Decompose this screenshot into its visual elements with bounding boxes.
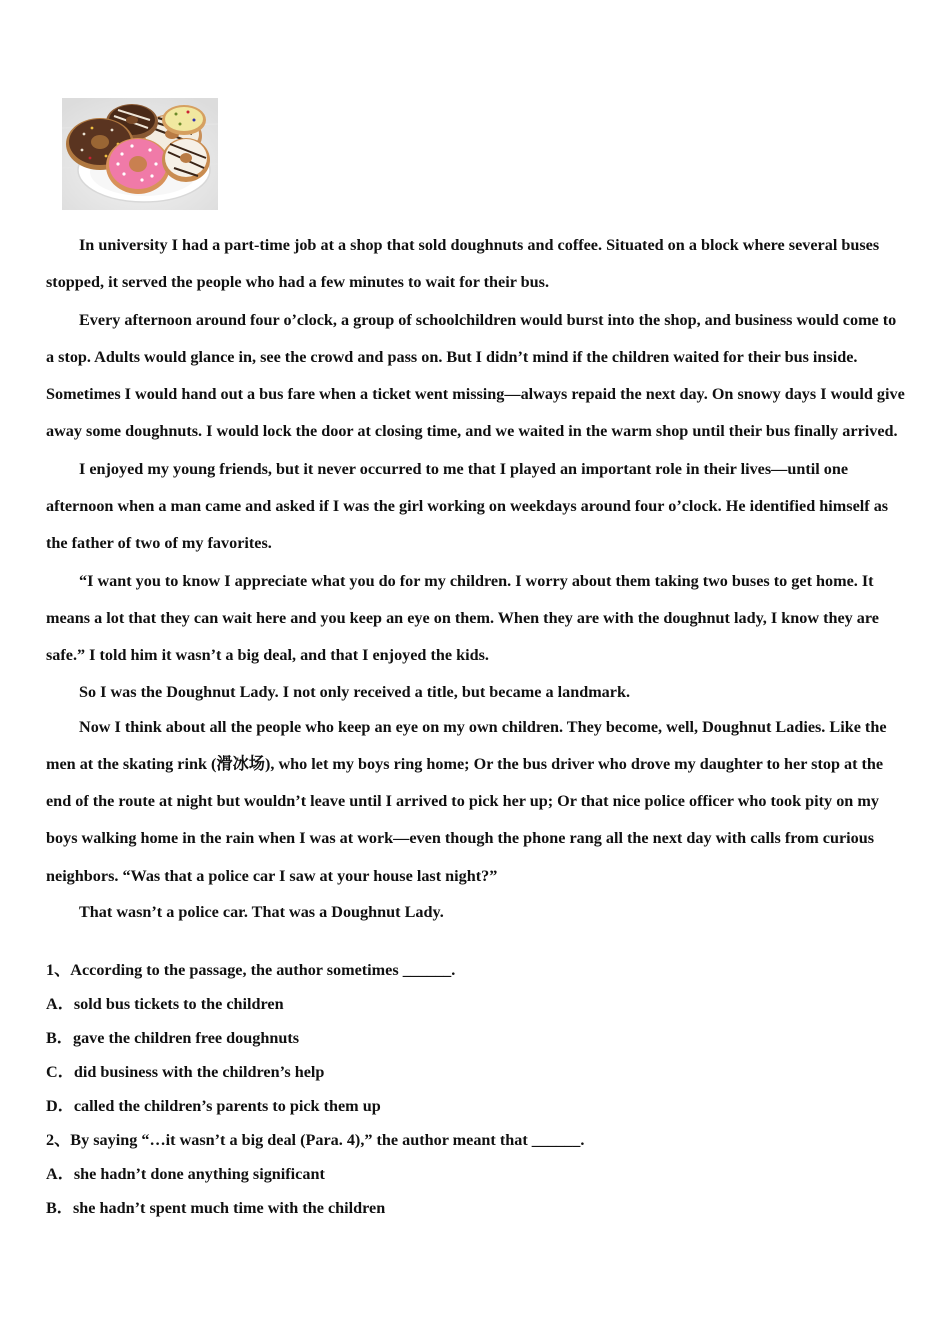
passage-paragraph-2: Every afternoon around four o’clock, a group of schoolchildren would burst into the shop, and business would come to a stop. Adults would glance in, see the crowd and pass on. But I didn’t mind if the children waited for their bus inside. Sometimes I would hand out a bus fare when a ticket went missing—always repaid the next day. On snowy days I would give away some doughnuts. I would lock the door at closing time, and we waited in the warm shop until their bus finally arrived. <box>46 310 905 441</box>
question-1-option-d[interactable]: D．called the children’s parents to pick them up <box>46 1097 381 1115</box>
passage-paragraph-3: I enjoyed my young friends, but it never occurred to me that I played an important role in their lives—until one afternoon when a man came and asked if I was the girl working on weekdays around four o’clock. He identified himself as the father of two of my favorites. <box>46 459 889 553</box>
question-1-option-b[interactable]: B．gave the children free doughnuts <box>46 1029 300 1047</box>
question-2-stem: 2、By saying “…it wasn’t a big deal (Para. 4),” the author meant that ______. <box>46 1131 585 1149</box>
passage-paragraph-7: That wasn’t a police car. That was a Doughnut Lady. <box>79 903 444 922</box>
doughnuts-photo <box>62 98 218 210</box>
passage-paragraph-4: “I want you to know I appreciate what you do for my children. I worry about them taking two buses to get home. It means a lot that they can wait here and you keep an eye on them. When they are with the doughnut lady, I know they are safe.” I told him it wasn’t a big deal, and that I enjoyed the kids. <box>46 571 879 665</box>
passage-paragraph-5: So I was the Doughnut Lady. I not only received a title, but became a landmark. <box>79 682 631 701</box>
passage-paragraph-1: In university I had a part-time job at a shop that sold doughnuts and coffee. Situated on a block where several buses stopped, it served the people who had a few minutes to wait for their bus. <box>46 236 880 292</box>
passage-paragraph-6: Now I think about all the people who keep an eye on my own children. They become, well, Doughnut Ladies. Like the men at the skating rink (滑冰场), who let my boys ring home; Or the bus driver who drove my daughter to her stop at the end of the route at night but wouldn’t leave until I arrived to pick her up; Or that nice police officer who took pity on my boys walking home in the rain when I was at work—even though the phone rang all the next day with calls from curious neighbors. “Was that a police car I saw at your house last night?” <box>46 717 887 885</box>
question-2-option-a[interactable]: A．she hadn’t done anything significant <box>46 1165 325 1183</box>
question-1-option-a[interactable]: A．sold bus tickets to the children <box>46 995 284 1013</box>
question-1-option-c[interactable]: C．did business with the children’s help <box>46 1063 325 1081</box>
question-1-stem: 1、According to the passage, the author sometimes ______. <box>46 961 456 979</box>
reading-passage <box>46 227 908 929</box>
question-2-option-b[interactable]: B．she hadn’t spent much time with the children <box>46 1199 386 1217</box>
doughnuts-image <box>62 98 218 210</box>
